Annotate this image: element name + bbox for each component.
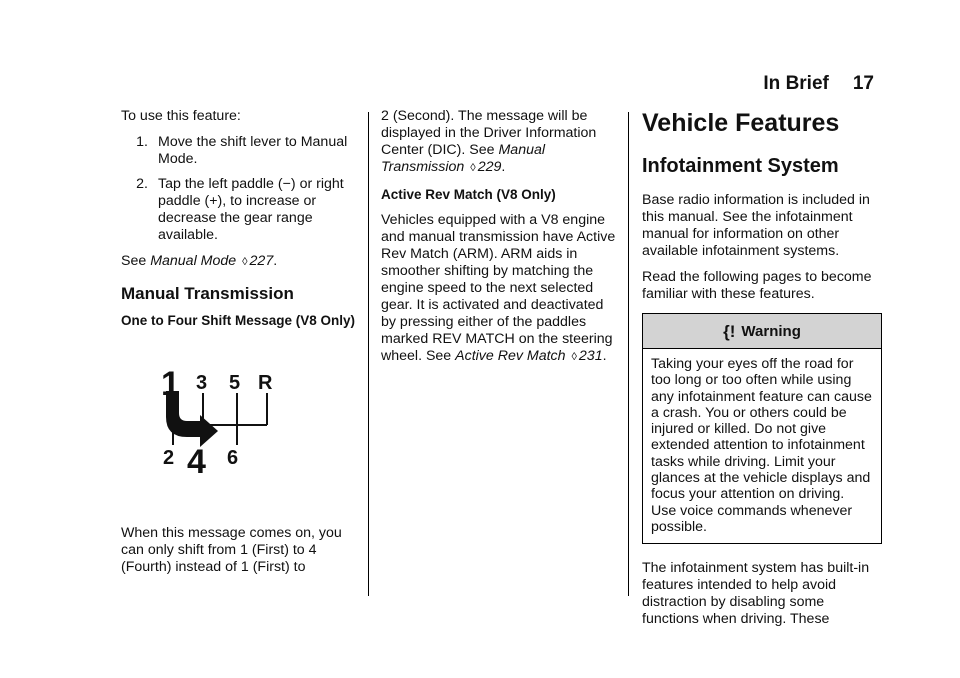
body-text: When this message comes on, you can only shift from 1 (First) to 4 (Fourth) instead of 1 (First) to bbox=[121, 525, 342, 575]
section-title: In Brief bbox=[763, 73, 829, 94]
body-text: Read the following pages to become familiar with these features. bbox=[642, 269, 872, 302]
see-reference: See Manual Mode ◊ 227. bbox=[121, 253, 278, 269]
paragraph-text: Vehicles equipped with a V8 engine and manual transmission have Active Rev Match (ARM). ARM aids in smoother shifting by matching the engine speed to the next selected gear. It is activated and deactivated by pressing either of the paddles marked REV MATCH on the steering wheel. See bbox=[381, 212, 616, 364]
step-text: Tap the left paddle (−) or right paddle (+), to increase or decrease the gear range available. bbox=[158, 176, 344, 243]
gear-label: 4 bbox=[187, 443, 206, 479]
reference-link[interactable]: Manual Transmission bbox=[381, 142, 546, 175]
warning-header bbox=[643, 314, 881, 349]
body-text: The infotainment system has built-in features intended to help avoid distraction by disabling some functions when driving. These bbox=[642, 560, 870, 628]
column-1 bbox=[121, 108, 356, 585]
step-number: 1. bbox=[136, 134, 148, 150]
subsection-heading: One to Four Shift Message (V8 Only) bbox=[121, 313, 356, 328]
step-text: Move the shift lever to Manual Mode. bbox=[158, 134, 348, 167]
column-2 bbox=[381, 108, 616, 375]
page-number: 17 bbox=[852, 73, 874, 94]
warning-label: Warning bbox=[741, 322, 801, 340]
gear-label: 1 bbox=[161, 369, 180, 403]
body-text: Base radio information is included in this manual. See the infotainment manual for information on other available infotainment systems. bbox=[642, 192, 870, 259]
gear-label: 6 bbox=[227, 447, 239, 469]
gear-label: R bbox=[258, 372, 273, 394]
column-3 bbox=[642, 108, 882, 637]
section-heading: Manual Transmission bbox=[121, 284, 294, 303]
page-ref-icon: ◊ bbox=[242, 256, 248, 268]
warning-body: Taking your eyes off the road for too long or too often while using any infotainment feature can cause a crash. You or others could be injured or killed. Do not give extended attention to infotainment tasks while driving. Limit your glances at the vehicle displays and focus your attention on driving. Use voice commands whenever possible. bbox=[651, 356, 872, 535]
column-divider bbox=[628, 112, 629, 596]
page-ref-icon: ◊ bbox=[571, 351, 577, 363]
body-text: 2 (Second). The message will be displayed in the Driver Information Center (DIC). See Manual Transmission ◊ 229. bbox=[381, 108, 597, 175]
body-text: Vehicles equipped with a V8 engine and manual transmission have Active Rev Match (ARM). ARM aids in smoother shifting by matching the engine speed to the next selected gear. It is activated and deactivated by pressing either of the paddles marked REV MATCH on the steering wheel. See Active Rev Match ◊ 231. bbox=[381, 212, 616, 364]
gear-label: 3 bbox=[196, 372, 208, 394]
step-number: 2. bbox=[136, 176, 148, 192]
see-prefix: See bbox=[121, 253, 151, 269]
reference-page: 229 bbox=[477, 159, 502, 175]
steps-list bbox=[121, 134, 356, 244]
list-item bbox=[121, 134, 356, 168]
gear-label: 2 bbox=[163, 447, 175, 469]
section-heading: Infotainment System bbox=[642, 155, 839, 177]
page-ref-icon: ◊ bbox=[470, 162, 476, 174]
page-title: Vehicle Features bbox=[642, 109, 840, 137]
list-item bbox=[121, 176, 356, 244]
reference-link[interactable]: Active Rev Match bbox=[455, 348, 566, 364]
column-divider bbox=[368, 112, 369, 596]
warning-icon: {! bbox=[723, 321, 736, 341]
reference-page: 227 bbox=[249, 253, 274, 269]
page-header bbox=[763, 73, 874, 95]
continued-text: 2 (Second). The message will be displayed in the Driver Information Center (DIC). See bbox=[381, 108, 597, 158]
intro-text: To use this feature: bbox=[121, 108, 241, 124]
reference-page: 231 bbox=[578, 348, 603, 364]
shift-pattern-diagram bbox=[161, 369, 291, 479]
section-heading: Active Rev Match (V8 Only) bbox=[381, 187, 556, 202]
gear-label: 5 bbox=[229, 372, 241, 394]
reference-link[interactable]: Manual Mode bbox=[150, 253, 237, 269]
warning-box bbox=[642, 313, 882, 544]
